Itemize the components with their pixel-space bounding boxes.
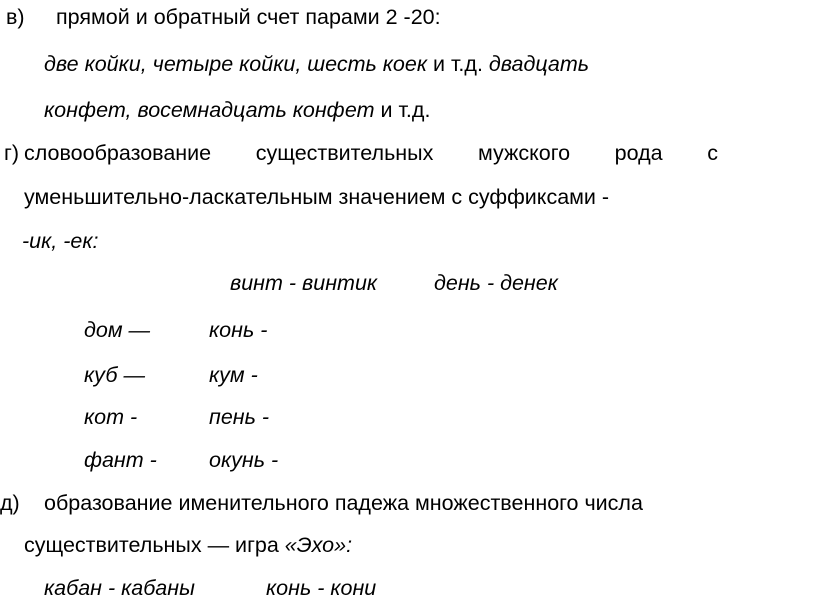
item-g-line-2: уменьшительно-ласкательным значением с суффиксами - xyxy=(24,185,610,209)
pair-left: кот - xyxy=(84,405,138,429)
pair-right: кум - xyxy=(209,363,258,387)
example-text: двадцать xyxy=(488,52,590,76)
pair-right: пень - xyxy=(209,405,270,429)
item-d-marker: д) xyxy=(0,491,20,515)
example-text: конфет, восемнадцать конфет xyxy=(44,98,375,122)
pair-right: конь - xyxy=(209,318,268,342)
item-v-example-line-1 xyxy=(44,51,589,77)
item-g-suffixes: -ик, -ек: xyxy=(22,229,99,253)
item-d-line-2-text: существительных — игра xyxy=(24,533,285,557)
item-d-heading: образование именительного падежа множественного числа xyxy=(44,491,643,515)
heading-word: существительных xyxy=(255,141,434,165)
example-connector: и т.д. xyxy=(374,98,431,122)
pair-right: окунь - xyxy=(209,448,279,472)
item-v-marker: в) xyxy=(6,5,25,29)
item-v-example-line-2 xyxy=(44,97,430,123)
heading-word: мужского xyxy=(477,141,571,165)
item-g-heading xyxy=(24,140,718,166)
pair-left: дом — xyxy=(84,318,151,342)
pair-left: фант - xyxy=(84,448,157,472)
game-name: «Эхо»: xyxy=(284,533,353,557)
pair-left: куб — xyxy=(84,363,145,387)
heading-word: с xyxy=(707,141,718,165)
example-connector: и т.д. xyxy=(427,52,489,76)
sample-pair-2: день - денек xyxy=(434,271,558,295)
example-text: две койки, четыре койки, шесть коек xyxy=(44,52,427,76)
item-v-heading: прямой и обратный счет парами 2 -20: xyxy=(56,5,441,29)
item-d-line-2 xyxy=(24,532,352,558)
heading-word: рода xyxy=(614,141,663,165)
plural-pair-1: кабан - кабаны xyxy=(44,576,195,600)
heading-word: словообразование xyxy=(24,141,212,165)
sample-pair-1: винт - винтик xyxy=(230,271,378,295)
item-g-marker: г) xyxy=(4,141,20,165)
plural-pair-2: конь - кони xyxy=(266,576,377,600)
